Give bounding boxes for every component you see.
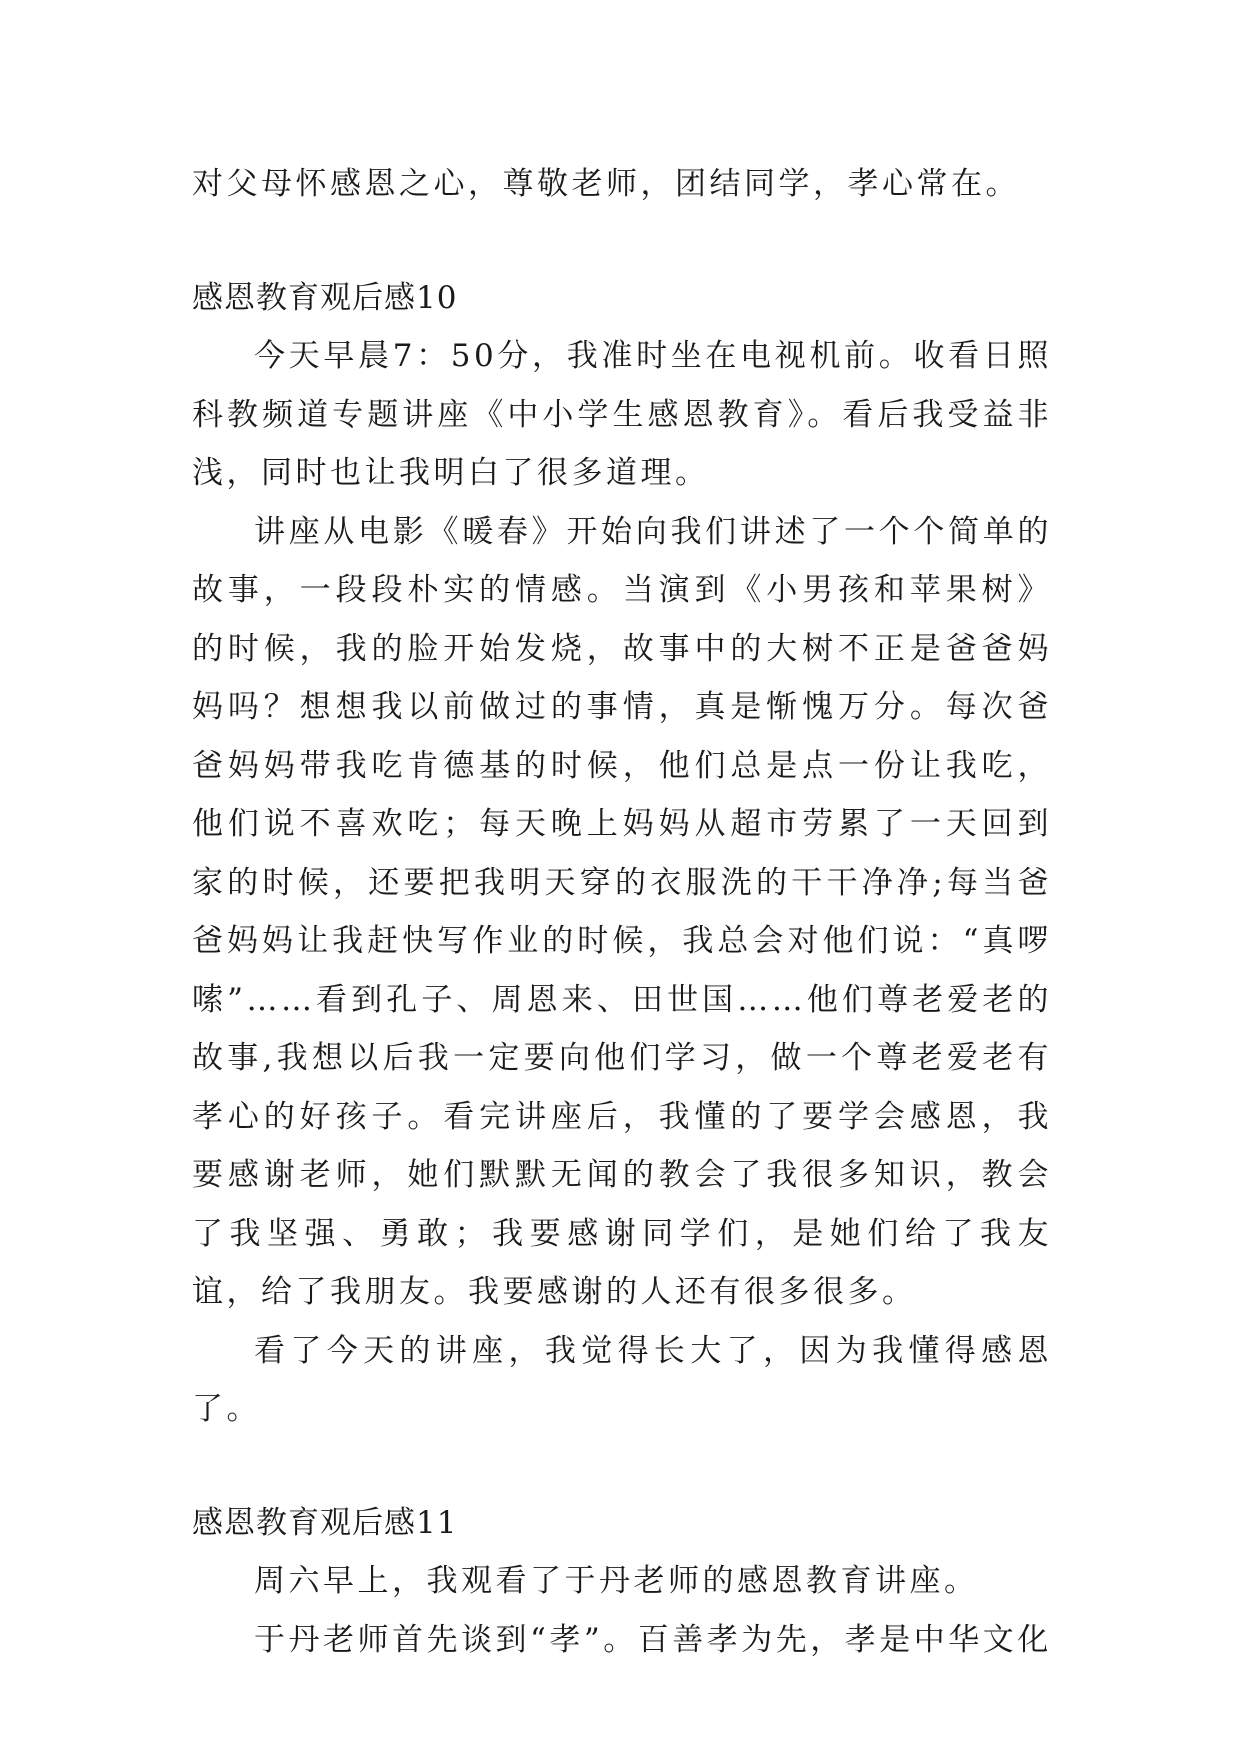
section-heading-11: 感恩教育观后感11	[192, 1504, 458, 1541]
paragraph: 周六早上，我观看了于丹老师的感恩教育讲座。	[254, 1563, 979, 1599]
lead-paragraph: 对父母怀感恩之心，尊敬老师，团结同学，孝心常在。	[192, 166, 1020, 202]
section-heading-10: 感恩教育观后感10	[192, 279, 458, 316]
paragraph: 讲座从电影《暖春》开始向我们讲述了一个个简单的故事，一段段朴实的情感。当演到《小男孩和苹果树》的时候，我的脸开始发烧，故事中的大树不正是爸爸妈妈吗？想想我以前做过的事情，真是惭愧万分。每次爸爸妈妈带我吃肯德基的时候，他们总是点一份让我吃，他们说不喜欢吃；每天晚上妈妈从超市劳累了一天回到家的时候，还要把我明天穿的衣服洗的干干净净;每当爸爸妈妈让我赶快写作业的时候，我总会对他们说：“真啰嗦”……看到孔子、周恩来、田世国……他们尊老爱老的故事,我想以后我一定要向他们学习，做一个尊老爱老有孝心的好孩子。看完讲座后，我懂的了要学会感恩，我要感谢老师，她们默默无闻的教会了我很多知识，教会了我坚强、勇敢；我要感谢同学们，是她们给了我友谊，给了我朋友。我要感谢的人还有很多很多。	[192, 513, 1052, 1310]
document-body	[192, 155, 1052, 1669]
paragraph: 今天早晨7：50分，我准时坐在电视机前。收看日照科教频道专题讲座《中小学生感恩教育》。看后我受益非浅，同时也让我明白了很多道理。	[192, 338, 1052, 491]
paragraph: 于丹老师首先谈到“孝”。百善孝为先，孝是中华文化	[254, 1621, 1052, 1658]
paragraph: 看了今天的讲座，我觉得长大了，因为我懂得感恩了。	[192, 1332, 1052, 1427]
